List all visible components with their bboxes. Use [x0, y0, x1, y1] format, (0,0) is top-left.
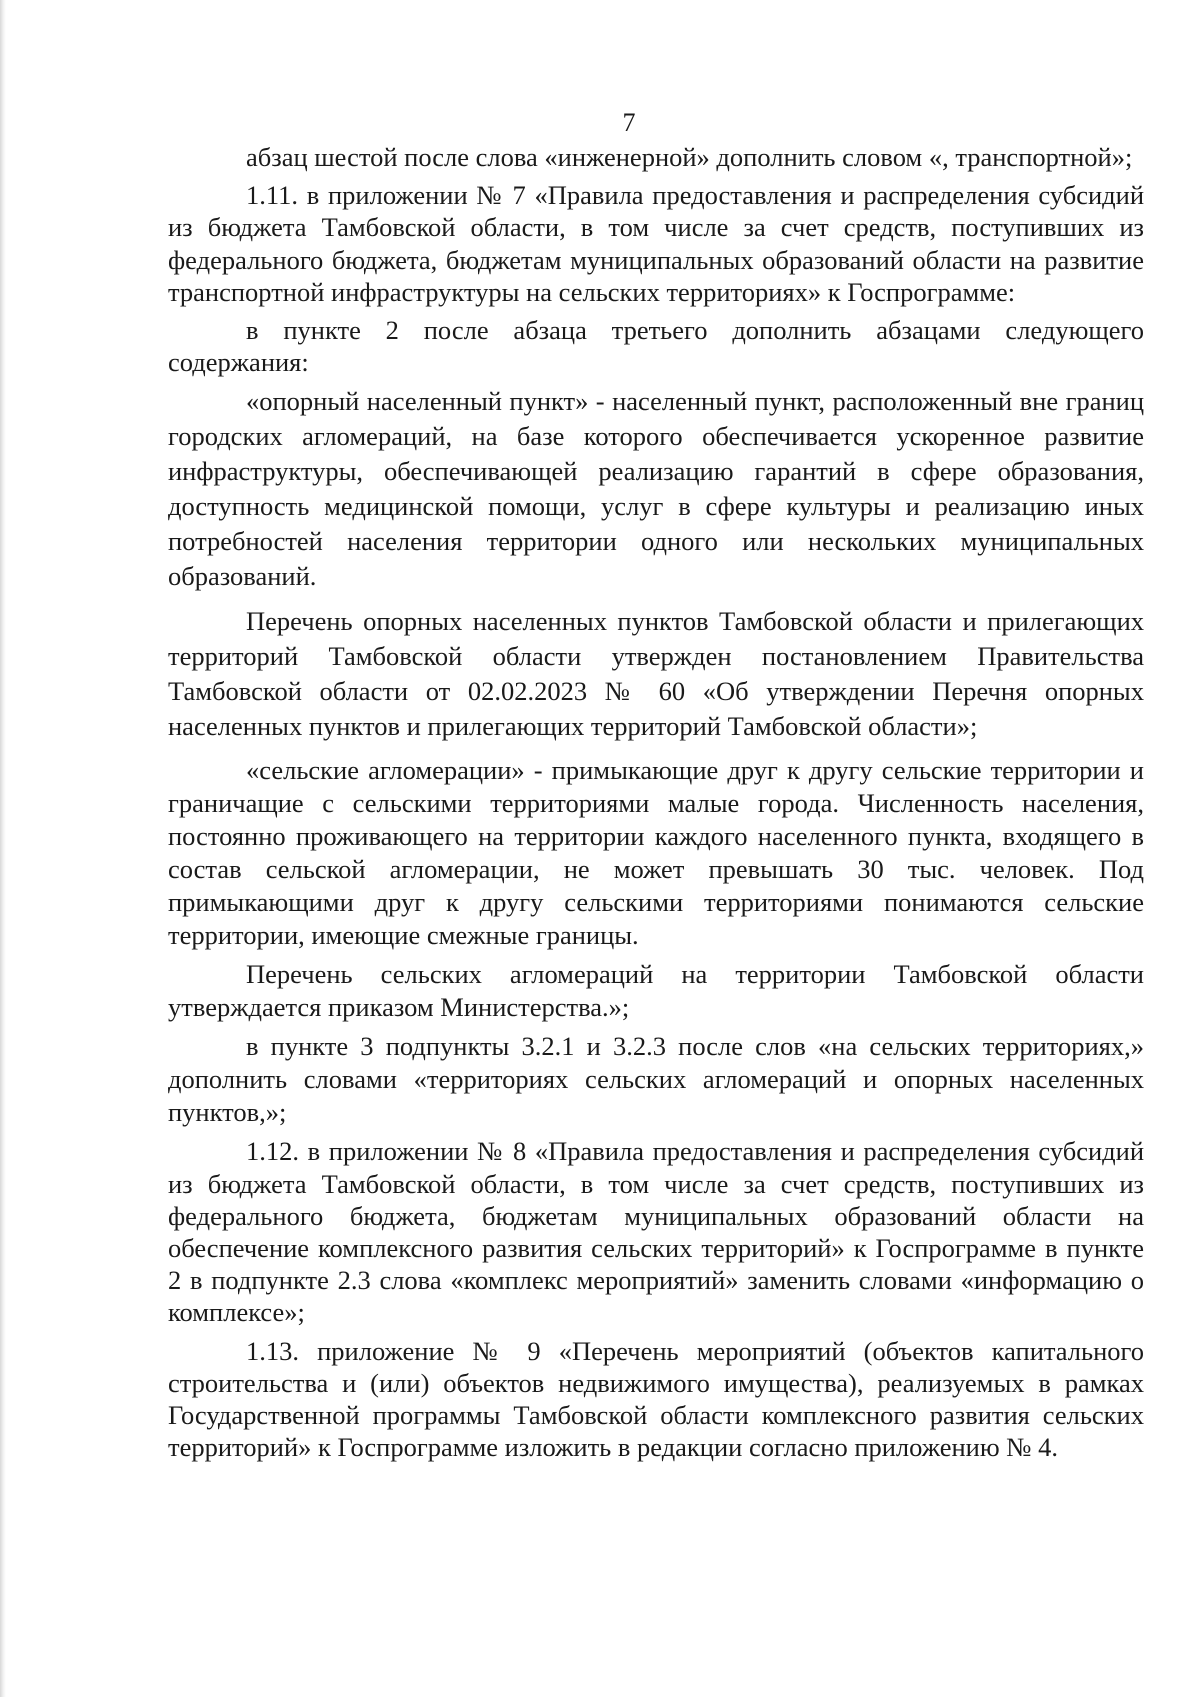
paragraph-2: 1.11. в приложении № 7 «Правила предоставления и распределения субсидий из бюджета Тамбовской области, в том числе за счет средств, поступивших из федерального бюджета, бюджетам муниципальных образований области на развитие транспортной инфраструктуры на сельских территориях» к Госпрограмме:: [168, 180, 1144, 307]
document-body: [168, 141, 1144, 1463]
paragraph-10: 1.13. приложение № 9 «Перечень мероприятий (объектов капитального строительства и (или) объектов недвижимого имущества), реализуемых в рамках Государственной программы Тамбовской области комплексного развития сельских территорий» к Госпрограмме изложить в редакции согласно приложению № 4.: [168, 1335, 1144, 1463]
paragraph-6: «сельские агломерации» - примыкающие друг к другу сельские территории и граничащие с сельскими территориями малые города. Численность населения, постоянно проживающего на территории каждого населенного пункта, входящего в состав сельской агломерации, не может превышать 30 тыс. человек. Под примыкающими друг к другу сельскими территориями понимаются сельские территории, имеющие смежные границы.: [168, 755, 1144, 951]
paragraph-8: в пункте 3 подпункты 3.2.1 и 3.2.3 после слов «на сельских территориях,» дополнить словами «территориях сельских агломераций и опорных населенных пунктов,»;: [168, 1031, 1144, 1128]
paragraph-7: Перечень сельских агломераций на территории Тамбовской области утверждается приказом Министерства.»;: [168, 959, 1144, 1023]
paragraph-5: Перечень опорных населенных пунктов Тамбовской области и прилегающих территорий Тамбовской области утвержден постановлением Правительства Тамбовской области от 02.02.2023 № 60 «Об утверждении Перечня опорных населенных пунктов и прилегающих территорий Тамбовской области»;: [168, 606, 1144, 742]
paragraph-1: абзац шестой после слова «инженерной» дополнить словом «, транспортной»;: [246, 142, 1133, 172]
paragraph-4: «опорный населенный пункт» - населенный пункт, расположенный вне границ городских агломераций, на базе которого обеспечивается ускоренное развитие инфраструктуры, обеспечивающей реализацию гарантий в сфере образования, доступность медицинской помощи, услуг в сфере культуры и реализацию иных потребностей населения территории одного или нескольких муниципальных образований.: [168, 386, 1144, 592]
paragraph-9: 1.12. в приложении № 8 «Правила предоставления и распределения субсидий из бюджета Тамбовской области, в том числе за счет средств, поступивших из федерального бюджета, бюджетам муниципальных образований области на обеспечение комплексного развития сельских территорий» к Госпрограмме в пункте 2 в подпункте 2.3 слова «комплекс мероприятий» заменить словами «информацию о комплексе»;: [168, 1136, 1144, 1328]
scan-edge: [0, 0, 6, 1697]
page-number: 7: [622, 108, 636, 137]
paragraph-3: в пункте 2 после абзаца третьего дополнить абзацами следующего содержания:: [168, 315, 1144, 378]
